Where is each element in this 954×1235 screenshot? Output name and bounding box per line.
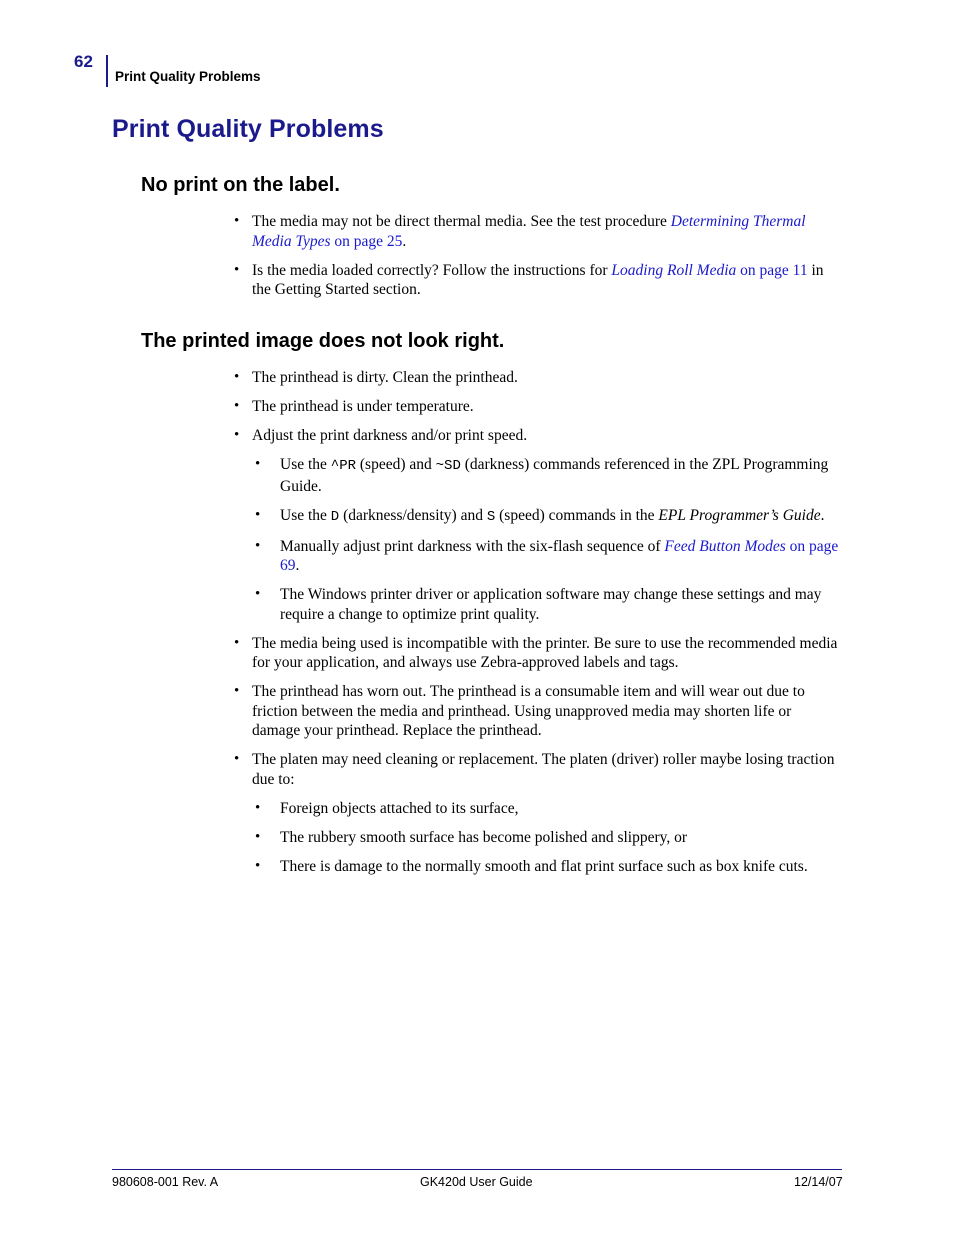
bullet: • bbox=[234, 213, 240, 229]
epl-guide-title: EPL Programmer’s Guide bbox=[658, 506, 821, 524]
item-text: The media may not be direct thermal media. See the test procedure bbox=[252, 213, 671, 230]
no-print-list bbox=[0, 212, 954, 309]
bullet: • bbox=[255, 537, 261, 554]
code-d: D bbox=[330, 508, 340, 525]
list-item: • The printhead has worn out. The printhead is a consumable item and will wear out due to friction between the media and printhead. Using unapproved media may shorten life or damage your printhead. Replace the printhead. bbox=[234, 683, 805, 739]
sub-list-item: • Manually adjust print darkness with the six-flash sequence of Feed Button Modes on page 69. bbox=[255, 537, 839, 574]
code-sd: ~SD bbox=[435, 458, 461, 474]
footer-divider bbox=[112, 1169, 842, 1170]
bullet: • bbox=[234, 751, 240, 767]
bullet: • bbox=[255, 456, 261, 472]
sub-list-item: • The Windows printer driver or application software may change these settings and may require a change to optimize print quality. bbox=[255, 586, 822, 623]
list-item: • The platen may need cleaning or replacement. The platen (driver) roller maybe losing traction due to: bbox=[234, 751, 835, 788]
sub-list-item: • Use the D (darkness/density) and S (speed) commands in the EPL Programmer’s Guide. bbox=[255, 506, 825, 525]
bullet: • bbox=[234, 427, 240, 443]
header-divider bbox=[106, 55, 108, 87]
link-loading-roll-media[interactable]: Loading Roll Media on page 11 bbox=[611, 261, 808, 279]
section-heading-no-print: No print on the label. bbox=[141, 174, 340, 196]
bullet: • bbox=[255, 506, 261, 523]
list-item: • Adjust the print darkness and/or print speed. bbox=[234, 427, 528, 444]
list-item: • The printhead is under temperature. bbox=[234, 398, 474, 415]
code-pr: ^PR bbox=[330, 458, 357, 474]
running-header-title: Print Quality Problems bbox=[115, 69, 261, 84]
link-determining-thermal-media-types[interactable]: Determining Thermal Media Types on page 25 bbox=[252, 213, 806, 250]
link-feed-button-modes[interactable]: Feed Button Modes on page 69 bbox=[280, 537, 839, 574]
sub-list-item: • There is damage to the normally smooth and flat print surface such as box knife cuts. bbox=[255, 857, 808, 875]
list-item: • The printhead is dirty. Clean the printhead. bbox=[234, 369, 518, 386]
page-number: 62 bbox=[74, 52, 93, 71]
footer-guide-title: GK420d User Guide bbox=[420, 1175, 533, 1189]
sub-list-item: • Use the ^PR (speed) and ~SD (darkness) commands referenced in the ZPL Programming Guide. bbox=[255, 456, 829, 495]
bullet: • bbox=[234, 683, 240, 699]
bullet: • bbox=[234, 398, 240, 414]
list-item: • The media being used is incompatible with the printer. Be sure to use the recommended media for your application, and always use Zebra-approved labels and tags. bbox=[234, 634, 838, 671]
image-problems-list bbox=[0, 368, 954, 886]
footer-date: 12/14/07 bbox=[794, 1175, 843, 1189]
code-s: S bbox=[486, 508, 496, 525]
bullet: • bbox=[255, 586, 261, 602]
page-title: Print Quality Problems bbox=[112, 115, 384, 143]
bullet: • bbox=[234, 634, 240, 651]
sub-list-item: • The rubbery smooth surface has become polished and slippery, or bbox=[255, 828, 688, 846]
bullet: • bbox=[234, 261, 240, 278]
list-item: • Is the media loaded correctly? Follow the instructions for Loading Roll Media on page 11 in the Getting Started section. bbox=[234, 261, 824, 298]
bullet: • bbox=[255, 828, 261, 845]
section-heading-image-not-right: The printed image does not look right. bbox=[141, 330, 505, 352]
bullet: • bbox=[255, 799, 261, 816]
footer-doc-number: 980608-001 Rev. A bbox=[112, 1175, 219, 1189]
item-text: Is the media loaded correctly? Follow the instructions for bbox=[252, 261, 612, 279]
bullet: • bbox=[255, 857, 261, 874]
sub-list-item: • Foreign objects attached to its surface, bbox=[255, 799, 519, 817]
bullet: • bbox=[234, 369, 240, 385]
list-item: • The media may not be direct thermal media. See the test procedure Determining Thermal Media Types on page 25. bbox=[234, 213, 806, 250]
